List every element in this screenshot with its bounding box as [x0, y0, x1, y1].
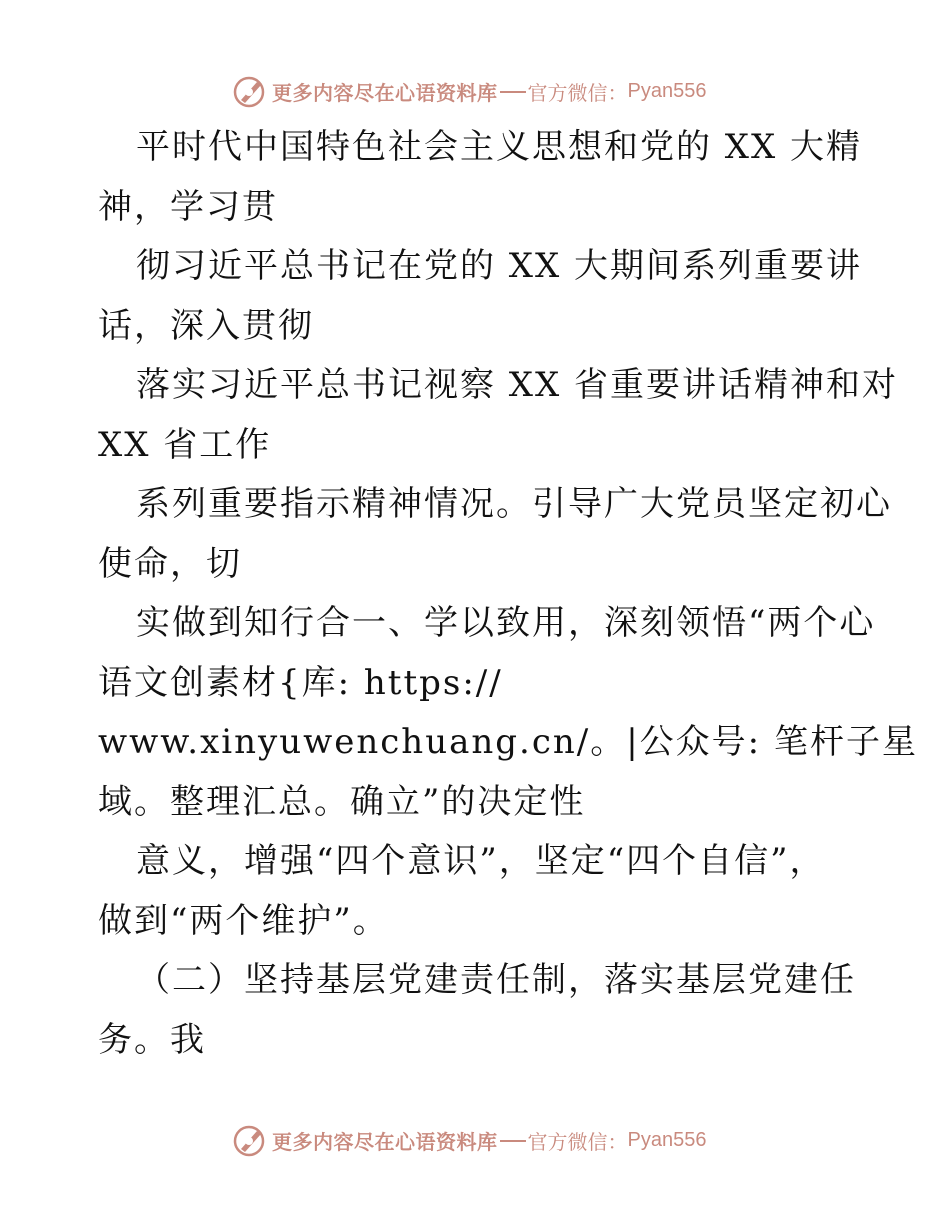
text-line: XX 省工作: [98, 424, 272, 465]
text-line: www.xinyuwenchuang.cn/。|公众号: 笔杆子星: [98, 722, 918, 762]
footer-wechat-id: Pyan556: [627, 1128, 707, 1151]
text-line: 实做到知行合一、学以致用，深刻领悟“两个心: [136, 603, 876, 643]
pen-logo-icon: [232, 73, 268, 109]
text-line: 务。我: [98, 1019, 206, 1060]
text-line: （二）坚持基层党建责任制，落实基层党建任: [136, 960, 856, 1000]
text-line: 做到“两个维护”。: [98, 900, 389, 941]
header-wechat-id: Pyan556: [627, 79, 707, 102]
text-line: 使命，切: [98, 543, 242, 584]
pen-logo-icon: [232, 1122, 268, 1158]
header-watermark: [232, 71, 732, 111]
text-line: 平时代中国特色社会主义思想和党的 XX 大精: [136, 127, 863, 167]
footer-brand-text: 更多内容尽在心语资料库: [272, 1129, 498, 1154]
text-line: 域。整理汇总。确立”的决定性: [98, 781, 586, 822]
header-wechat-label: 官方微信：: [527, 80, 628, 105]
footer-watermark: [232, 1120, 732, 1160]
body-text: [98, 118, 918, 1070]
text-line: 话，深入贯彻: [98, 305, 314, 346]
text-line: 神，学习贯: [98, 186, 278, 227]
text-line: 系列重要指示精神情况。引导广大党员坚定初心: [136, 484, 892, 524]
text-line: 彻习近平总书记在党的 XX 大期间系列重要讲: [136, 246, 863, 286]
header-brand-text: 更多内容尽在心语资料库: [272, 80, 498, 105]
text-line: 语文创素材{库: https://: [98, 662, 503, 703]
footer-dash: [500, 1140, 526, 1142]
header-dash: [500, 91, 526, 93]
text-line: 意义，增强“四个意识”，坚定“四个自信”，: [136, 841, 826, 881]
text-line: 落实习近平总书记视察 XX 省重要讲话精神和对: [136, 365, 899, 405]
footer-wechat-label: 官方微信：: [527, 1129, 628, 1154]
